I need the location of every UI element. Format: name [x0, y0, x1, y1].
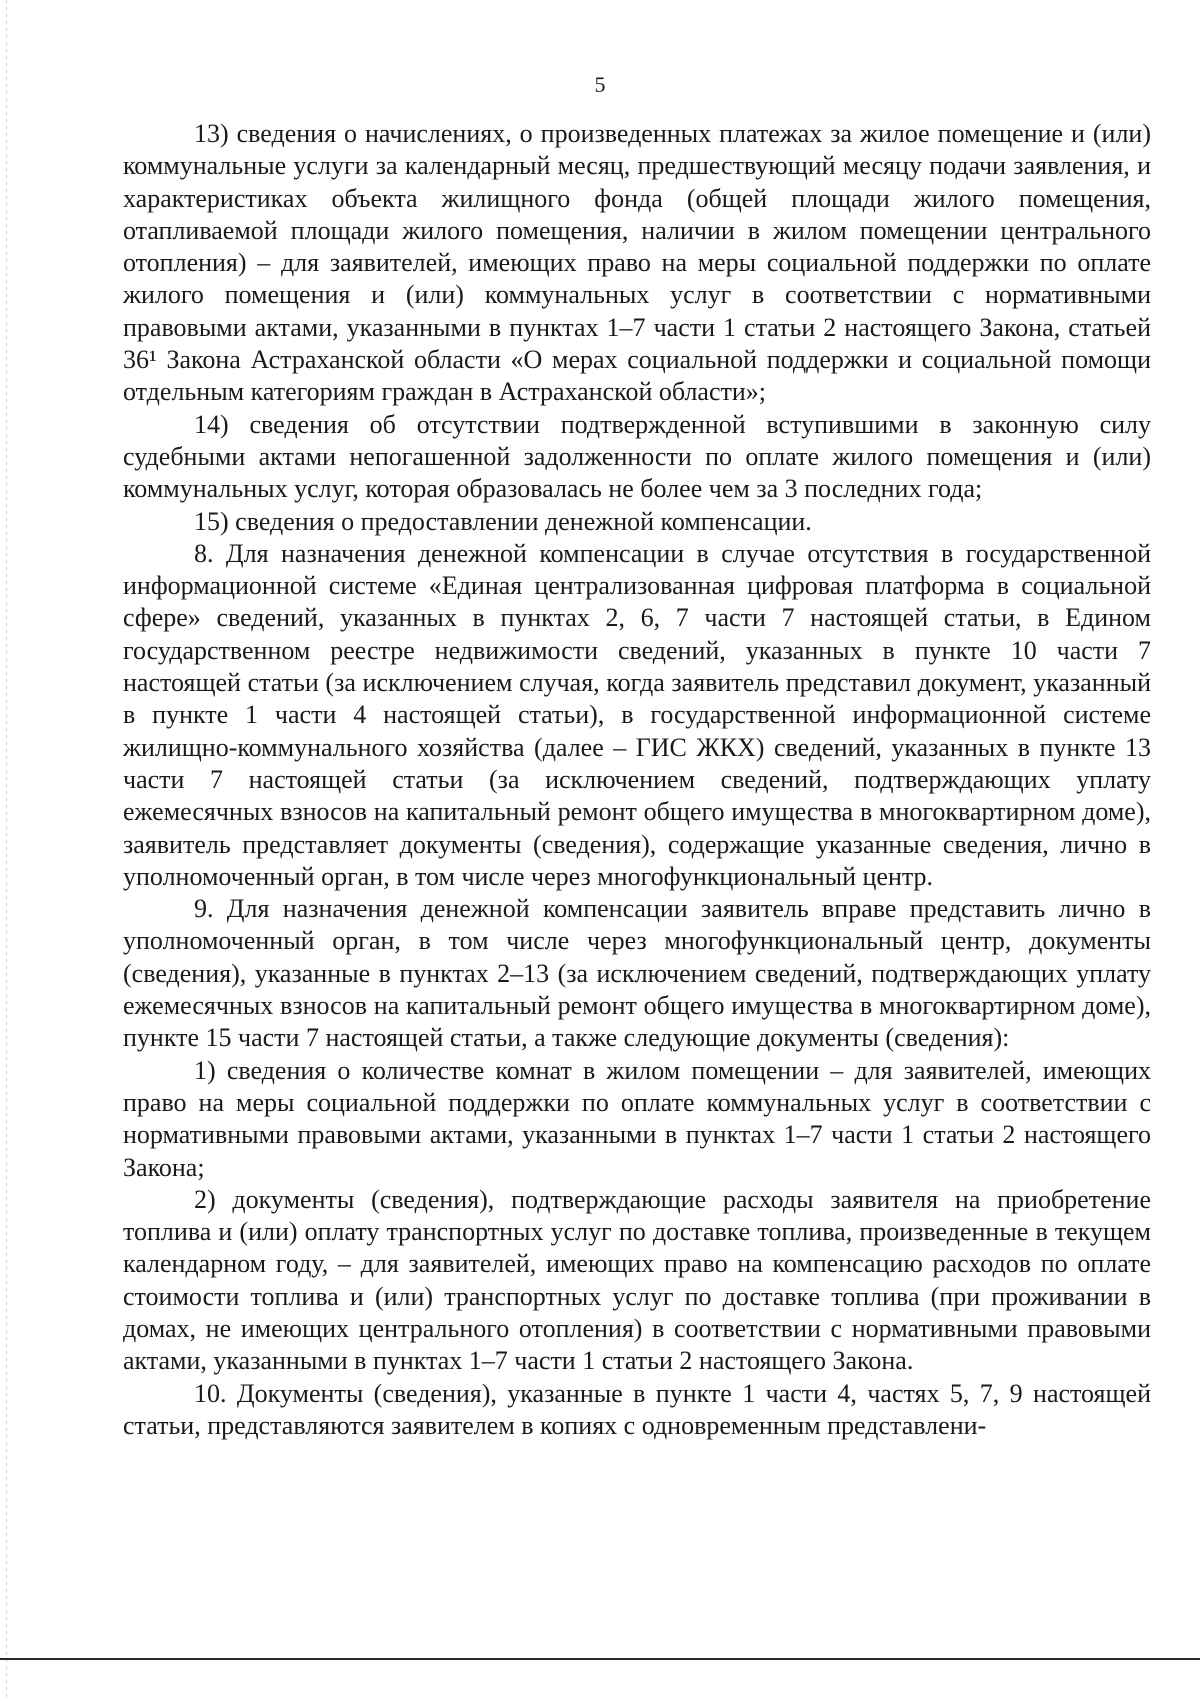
paragraph-part-10: 10. Документы (сведения), указанные в пункте 1 части 4, частях 5, 7, 9 настоящей статьи, представляются заявителем в копиях с одновременным представлени-	[123, 1378, 1151, 1440]
paragraph-item-15: 15) сведения о предоставлении денежной компенсации.	[194, 506, 812, 536]
page-number: 5	[594, 72, 606, 97]
paragraph-part-8: 8. Для назначения денежной компенсации в случае отсутствия в государственной информационной системе «Единая централизованная цифровая платформа в социальной сфере» сведений, указанных в пунктах 2, 6, 7 части 7 настоящей статьи, в Едином государственном реестре недвижимости сведений, указанных в пункте 10 части 7 настоящей статьи (за исключением случая, когда заявитель представил документ, указанный в пункте 1 части 4 настоящей статьи), в государственной информационной системе жилищно-коммунального хозяйства (далее – ГИС ЖКХ) сведений, указанных в пункте 13 части 7 настоящей статьи (за исключением сведений, подтверждающих уплату ежемесячных взносов на капитальный ремонт общего имущества в многоквартирном доме), заявитель представляет документы (сведения), содержащие указанные сведения, лично в уполномоченный орган, в том числе через многофункциональный центр.	[123, 538, 1151, 891]
paragraph-part-9-item-2: 2) документы (сведения), подтверждающие расходы заявителя на приобретение топлива и (или) оплату транспортных услуг по доставке топлива, произведенные в текущем календарном году, – для заявителей, имеющих право на компенсацию расходов по оплате стоимости топлива и (или) транспортных услуг по доставке топлива (при проживании в домах, не имеющих центрального отопления) в соответствии с нормативными правовыми актами, указанными в пунктах 1–7 части 1 статьи 2 настоящего Закона.	[123, 1184, 1151, 1376]
scan-edge-mark	[6, 0, 7, 1697]
paragraph-item-13: 13) сведения о начислениях, о произведенных платежах за жилое помещение и (или) коммунальные услуги за календарный месяц, предшествующий месяцу подачи заявления, и характеристиках объекта жилищного фонда (общей площади жилого помещения, отапливаемой площади жилого помещения, наличии в жилом помещении центрального отопления) – для заявителей, имеющих право на меры социальной поддержки по оплате жилого помещения и (или) коммунальных услуг в соответствии с нормативными правовыми актами, указанными в пунктах 1–7 части 1 статьи 2 настоящего Закона, статьей 36¹ Закона Астраханской области «О мерах социальной поддержки и социальной помощи отдельным категориям граждан в Астраханской области»;	[123, 119, 1151, 407]
paragraph-part-9: 9. Для назначения денежной компенсации заявитель вправе представить лично в уполномоченный орган, в том числе через многофункциональный центр, документы (сведения), указанные в пунктах 2–13 (за исключением сведений, подтверждающих уплату ежемесячных взносов на капитальный ремонт общего имущества в многоквартирном доме), пункте 15 части 7 настоящей статьи, а также следующие документы (сведения):	[123, 894, 1151, 1053]
paragraph-part-9-item-1: 1) сведения о количестве комнат в жилом помещении – для заявителей, имеющих право на меры социальной поддержки по оплате коммунальных услуг в соответствии с нормативными правовыми актами, указанными в пунктах 1–7 части 1 статьи 2 настоящего Закона;	[123, 1055, 1151, 1182]
document-body	[123, 118, 1151, 1442]
footer-rule	[0, 1658, 1200, 1660]
paragraph-item-14: 14) сведения об отсутствии подтвержденной вступившими в законную силу судебными актами непогашенной задолженности по оплате жилого помещения и (или) коммунальных услуг, которая образовалась не более чем за 3 последних года;	[123, 409, 1151, 504]
